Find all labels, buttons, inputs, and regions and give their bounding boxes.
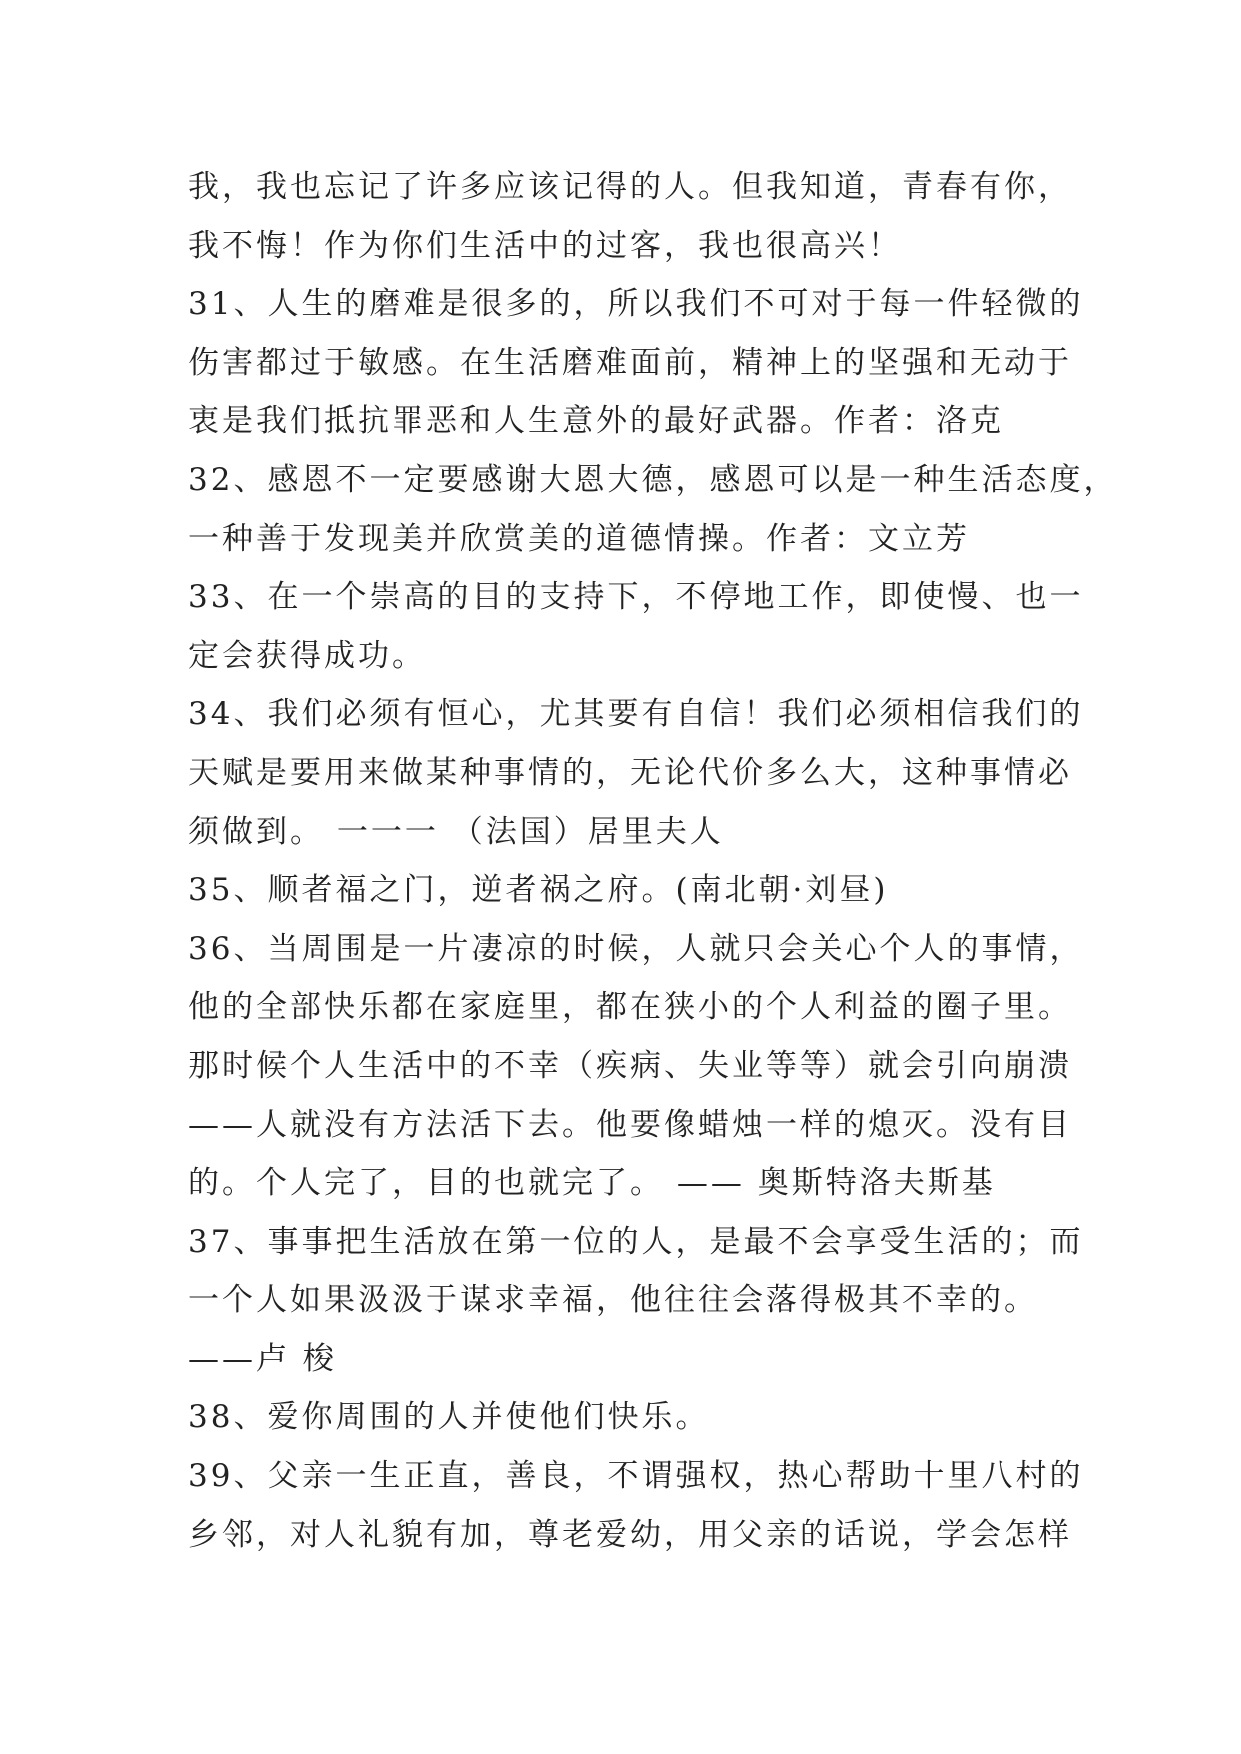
text-line: ——人就没有方法活下去。他要像蜡烛一样的熄灭。没有目 [188,1106,1072,1143]
text-line: 一种善于发现美并欣赏美的道德情操。作者：文立芳 [188,520,970,557]
text-line: 39、父亲一生正直，善良，不谓强权，热心帮助十里八村的 [188,1458,1084,1495]
text-line: 那时候个人生活中的不幸（疾病、失业等等）就会引向崩溃 [188,1047,1072,1084]
text-line: 37、事事把生活放在第一位的人，是最不会享受生活的；而 [188,1223,1084,1260]
text-line: 的。个人完了，目的也就完了。 —— 奥斯特洛夫斯基 [188,1165,996,1202]
text-line: 34、我们必须有恒心，尤其要有自信！我们必须相信我们的 [188,696,1084,733]
text-line: 一个人如果汲汲于谋求幸福，他往往会落得极其不幸的。 [188,1282,1038,1319]
text-line: 天赋是要用来做某种事情的，无论代价多么大，这种事情必 [188,754,1072,791]
text-line: 须做到。 一一一 （法国）居里夫人 [188,813,724,850]
text-line: 定会获得成功。 [188,637,426,674]
text-line: 31、人生的磨难是很多的，所以我们不可对于每一件轻微的 [188,286,1084,323]
document-body [188,158,1118,1564]
text-line: 33、在一个崇高的目的支持下，不停地工作，即使慢、也一 [188,579,1084,616]
text-line: 35、顺者福之门，逆者祸之府。(南北朝·刘昼) [188,872,889,909]
text-line: 32、感恩不一定要感谢大恩大德，感恩可以是一种生活态度， [188,461,1118,498]
text-line: 38、爱你周围的人并使他们快乐。 [188,1399,710,1436]
text-line: 乡邻，对人礼貌有加，尊老爱幼，用父亲的话说，学会怎样 [188,1516,1072,1553]
text-line: 伤害都过于敏感。在生活磨难面前，精神上的坚强和无动于 [188,344,1072,381]
text-line: 36、当周围是一片凄凉的时候，人就只会关心个人的事情， [188,930,1084,967]
text-line: 我不悔！作为你们生活中的过客，我也很高兴！ [188,227,902,264]
text-line: ——卢 梭 [188,1340,337,1377]
text-line: 我，我也忘记了许多应该记得的人。但我知道，青春有你， [188,169,1072,205]
text-line: 他的全部快乐都在家庭里，都在狭小的个人利益的圈子里。 [188,989,1072,1026]
text-line: 衷是我们抵抗罪恶和人生意外的最好武器。作者：洛克 [188,403,1004,440]
